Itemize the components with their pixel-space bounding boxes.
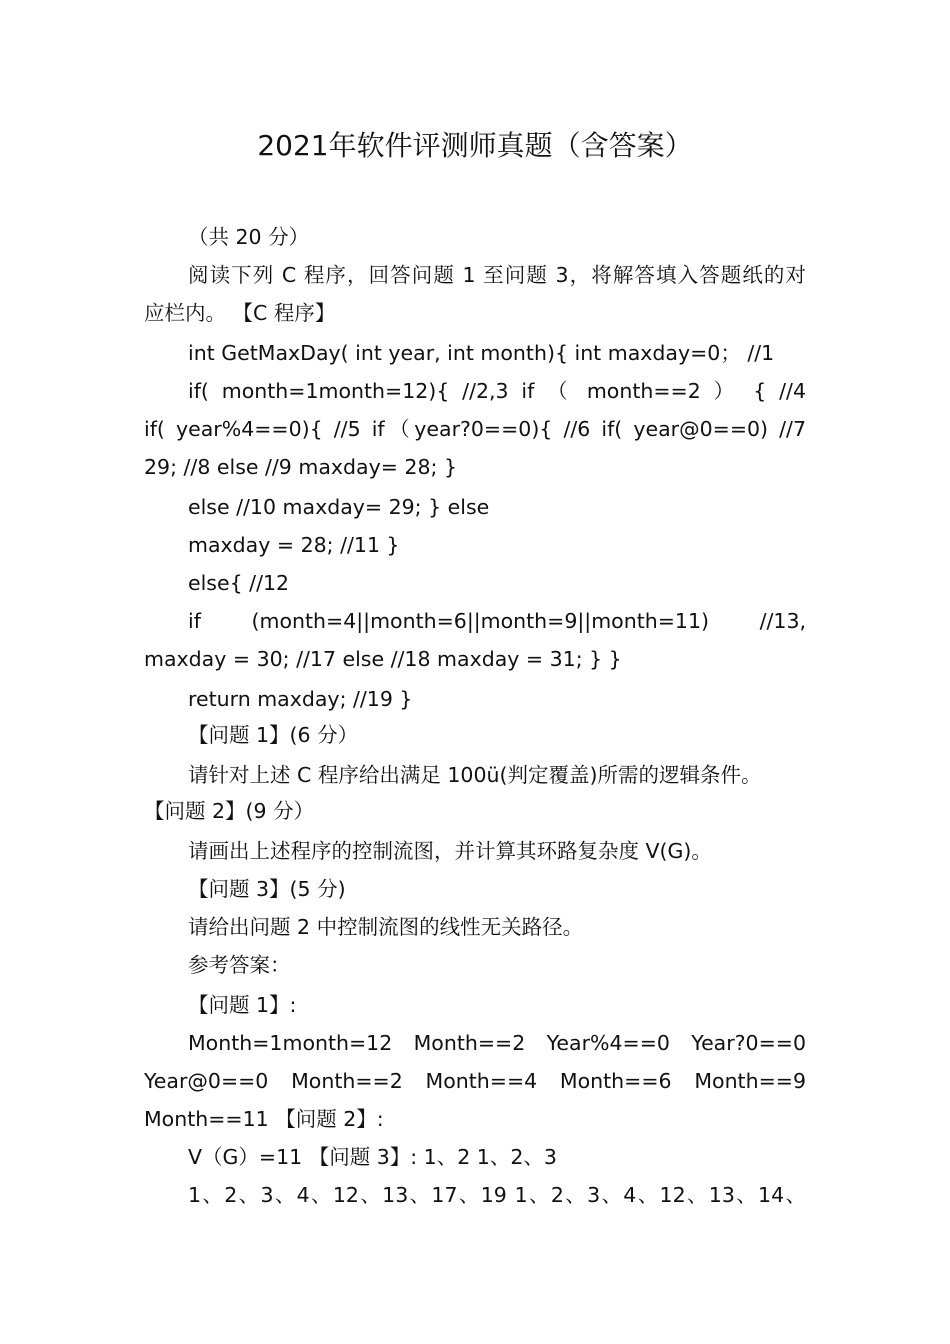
answer-heading: 参考答案： [188, 953, 291, 977]
code-line-7: else{ //12 [188, 571, 290, 595]
code-line-5: else //10 maxday= 29; } else [188, 495, 490, 519]
answer-2-and-3: V（G）=11 【问题 3】: 1、2 1、2、3 [188, 1145, 557, 1169]
code-line-10: return maxday; //19 } [188, 687, 413, 711]
answer-1-line-1: Month=1month=12 Month==2 Year%4==0 Year?0==0 [188, 1031, 806, 1055]
code-line-6: maxday = 28; //11 } [188, 533, 400, 557]
code-line-2: if( month=1month=12){ //2,3 if （ month==2 ） { //4 [188, 379, 806, 403]
question-2-text: 请画出上述程序的控制流图，并计算其环路复杂度 V(G)。 [188, 839, 712, 863]
answer-1-line-3: Month==11 【问题 2】: [144, 1107, 384, 1131]
code-line-4: 29; //8 else //9 maxday= 28; } [144, 455, 457, 479]
answer-3-paths: 1、2、3、4、12、13、17、19 1、2、3、4、12、13、14、 [188, 1183, 806, 1207]
instruction-line-2: 应栏内。 【C 程序】 [144, 301, 336, 325]
instruction-line-1: 阅读下列 C 程序，回答问题 1 至问题 3，将解答填入答题纸的对 [188, 263, 806, 287]
document-title: 2021年软件评测师真题（含答案） [257, 129, 693, 162]
code-line-1: int GetMaxDay( int year, int month){ int maxday=0； //1 [188, 341, 775, 365]
question-3-heading: 【问题 3】(5 分) [188, 877, 346, 901]
code-line-8: if (month=4||month=6||month=9||month=11) //13, [188, 609, 806, 633]
score-note: （共 20 分） [188, 225, 310, 249]
question-3-text: 请给出问题 2 中控制流图的线性无关路径。 [188, 915, 584, 939]
question-1-heading: 【问题 1】(6 分） [188, 723, 359, 747]
answer-1-heading: 【问题 1】: [188, 993, 297, 1017]
code-line-3: if( year%4==0){ //5 if（year?0==0){ //6 if( year@0==0) //7 [144, 417, 806, 441]
answer-1-line-2: Year@0==0 Month==2 Month==4 Month==6 Month==9 [144, 1069, 806, 1093]
question-2-heading: 【问题 2】(9 分） [144, 799, 315, 823]
code-line-9: maxday = 30; //17 else //18 maxday = 31; } } [144, 647, 622, 671]
question-1-text: 请针对上述 C 程序给出满足 100ü(判定覆盖)所需的逻辑条件。 [188, 763, 762, 787]
